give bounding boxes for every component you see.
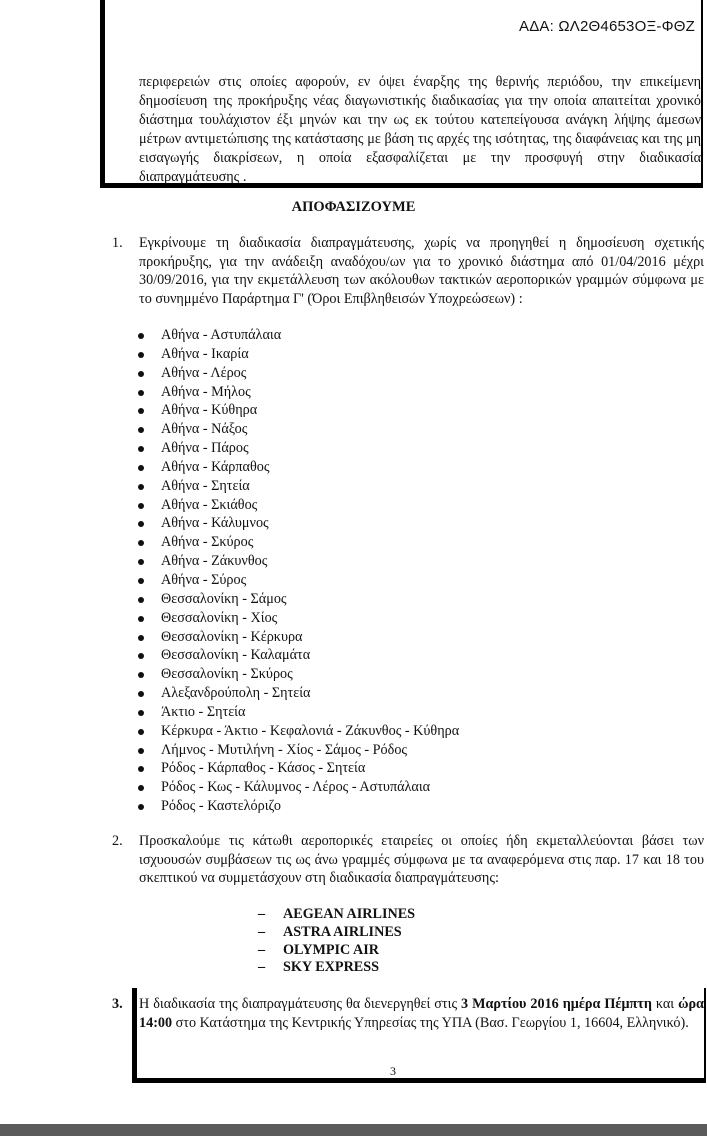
route-label: Αθήνα - Αστυπάλαια: [161, 327, 282, 343]
bullet-icon: [138, 559, 144, 565]
route-item: [134, 326, 459, 345]
route-item: [134, 552, 459, 571]
airline-item: [258, 942, 415, 960]
intro-paragraph: [139, 73, 701, 187]
route-label: Άκτιο - Σητεία: [161, 703, 246, 720]
route-item: [134, 420, 459, 439]
route-item: [134, 439, 459, 458]
route-label: Αθήνα - Κύθηρα: [161, 402, 258, 419]
route-label: Αθήνα - Σκιάθος: [161, 496, 258, 513]
bullet-icon: [138, 578, 144, 584]
bullet-icon: [138, 484, 144, 490]
section-3-time: ώρα 14:00: [139, 996, 704, 1031]
bullet-icon: [138, 804, 144, 810]
bullet-icon: [138, 371, 144, 377]
section-3-text-a: Η διαδικασία της διαπραγμάτευσης θα διενεργηθεί στις: [139, 996, 462, 1012]
route-label: Αθήνα - Μήλος: [161, 383, 251, 400]
airline-item: [258, 906, 415, 924]
route-item: [134, 684, 459, 703]
section-1: [112, 234, 704, 815]
route-item: [134, 646, 459, 665]
bullet-icon: [138, 748, 144, 754]
viewer-bottom-bar: [0, 1124, 707, 1136]
dash-marker: –: [258, 959, 266, 976]
route-label: Αθήνα - Σκύρος: [161, 534, 254, 551]
route-item: [134, 628, 459, 647]
route-label: Αθήνα - Σύρος: [161, 571, 247, 588]
route-item: [134, 383, 459, 402]
route-item: [134, 345, 459, 364]
bullet-icon: [138, 616, 144, 622]
route-item: [134, 590, 459, 609]
route-label: Κέρκυρα - Άκτιο - Κεφαλονιά - Ζάκυνθος - Κύθηρα: [161, 722, 460, 739]
bullet-icon: [138, 503, 144, 509]
route-item: [134, 364, 459, 383]
route-item: [134, 609, 459, 628]
airline-name: ASTRA AIRLINES: [283, 923, 402, 940]
section-1-text: Εγκρίνουμε τη διαδικασία διαπραγμάτευσης, χωρίς να προηγηθεί η δημοσίευση σχετικής προκήρυξης, για την ανάδειξη αναδόχου/ων για το χρονικό διάστημα από 01/04/2016 μέχρι 30/09/2016, για την εκμετάλλευση των ακόλουθων τακτικών αεροπορικών γραμμών σύμφωνα με το συνημμένο Παράρτημα Γ' (Όροι Επιβληθεισών Υποχρεώσεων) :: [139, 235, 704, 307]
airline-name: OLYMPIC AIR: [283, 941, 380, 958]
intro-text: περιφερειών στις οποίες αφορούν, εν όψει έναρξης της θερινής περιόδου, την επικείμενη δημοσίευση της προκήρυξης νέας διαγωνιστικής διαδικασίας για την οποία απαιτείται χρονικό διάστημα τουλάχιστον έξι μηνών και την ως εκ τούτου κατεπείγουσα ανάγκη λήψης άμεσων μέτρων αντιμετώπισης της κατάστασης με βάση τις αρχές της ισότητας, της διαφάνειας και της μη εισαγωγής διακρίσεων, η οποία εξασφαλίζεται με την προσφυγή στην διαδικασία διαπραγμάτευσης .: [139, 74, 701, 185]
section-3-date: 3 Μαρτίου 2016 ημέρα Πέμπτη: [461, 996, 652, 1012]
route-label: Αθήνα - Ικαρία: [161, 345, 249, 362]
route-item: [134, 722, 459, 741]
section-3-text: [139, 995, 704, 1032]
bullet-icon: [138, 352, 144, 358]
bullet-icon: [138, 785, 144, 791]
section-3-text-c: στο Κατάστημα της Κεντρικής Υπηρεσίας της ΥΠΑ (Βασ. Γεωργίου 1, 16604, Ελληνικό).: [172, 1014, 689, 1031]
bullet-icon: [138, 408, 144, 414]
bullet-icon: [138, 390, 144, 396]
routes-list: [134, 326, 459, 816]
bullet-icon: [138, 691, 144, 697]
route-label: Αθήνα - Κάλυμνος: [161, 515, 269, 532]
bullet-icon: [138, 465, 144, 471]
route-item: [134, 778, 459, 797]
route-label: Ρόδος - Καστελόριζο: [161, 798, 281, 815]
route-label: Ρόδος - Κως - Κάλυμνος - Λέρος - Αστυπάλαια: [161, 779, 431, 796]
dash-marker: –: [258, 923, 266, 940]
route-item: [134, 703, 459, 722]
route-item: [134, 571, 459, 590]
route-label: Αθήνα - Νάξος: [161, 421, 248, 438]
bullet-icon: [138, 597, 144, 603]
bullet-icon: [138, 635, 144, 641]
route-label: Αθήνα - Λέρος: [161, 364, 247, 381]
section-2-text: Προσκαλούμε τις κάτωθι αεροπορικές εταιρείες οι οποίες ήδη εκμεταλλεύονται βάσει των ισχυουσών συμβάσεων τις ως άνω γραμμές σύμφωνα με τα αναφερόμενα στις παρ. 17 και 18 του σκεπτικού να συμμετάσχουν στη διαδικασία διαπραγμάτευσης:: [139, 833, 704, 886]
route-label: Θεσσαλονίκη - Καλαμάτα: [161, 647, 311, 664]
route-label: Θεσσαλονίκη - Χίος: [161, 609, 278, 626]
section-1-number: 1.: [112, 235, 123, 251]
route-label: Αθήνα - Ζάκυνθος: [161, 553, 268, 570]
route-item: [134, 759, 459, 778]
bullet-icon: [138, 540, 144, 546]
route-item: [134, 496, 459, 515]
section-3-number: 3.: [112, 996, 123, 1012]
route-label: Λήμνος - Μυτιλήνη - Χίος - Σάμος - Ρόδος: [161, 741, 408, 758]
bullet-icon: [138, 672, 144, 678]
bullet-icon: [138, 729, 144, 735]
airline-name: SKY EXPRESS: [283, 959, 380, 976]
bullet-icon: [138, 766, 144, 772]
route-item: [134, 458, 459, 477]
route-label: Θεσσαλονίκη - Σάμος: [161, 590, 287, 607]
bullet-icon: [138, 446, 144, 452]
section-2-number: 2.: [112, 833, 123, 849]
airline-name: AEGEAN AIRLINES: [283, 906, 416, 922]
bullet-icon: [138, 521, 144, 527]
route-item: [134, 797, 459, 816]
bullet-icon: [138, 427, 144, 433]
ada-code: ΑΔΑ: ΩΛ2Θ4653ΟΞ-ΦΘΖ: [519, 18, 695, 35]
route-label: Ρόδος - Κάρπαθος - Κάσος - Σητεία: [161, 760, 366, 777]
bullet-icon: [138, 710, 144, 716]
route-label: Θεσσαλονίκη - Σκύρος: [161, 666, 293, 683]
route-label: Αλεξανδρούπολη - Σητεία: [161, 685, 311, 702]
route-item: [134, 741, 459, 760]
bullet-icon: [138, 333, 144, 339]
dash-marker: –: [258, 906, 266, 922]
route-label: Αθήνα - Πάρος: [161, 440, 249, 457]
dash-marker: –: [258, 941, 266, 958]
section-3-text-b: και: [651, 996, 679, 1012]
decision-heading: ΑΠΟΦΑΣΙΖΟΥΜΕ: [291, 199, 416, 215]
route-item: [134, 477, 459, 496]
route-item: [134, 533, 459, 552]
route-label: Αθήνα - Σητεία: [161, 477, 250, 494]
bullet-icon: [138, 653, 144, 659]
route-item: [134, 665, 459, 684]
airline-item: [258, 959, 415, 977]
section-3: [112, 995, 704, 1032]
route-item: [134, 514, 459, 533]
airlines-list: [258, 906, 415, 977]
airline-item: [258, 924, 415, 942]
route-label: Θεσσαλονίκη - Κέρκυρα: [161, 628, 303, 645]
section-2: [112, 832, 704, 888]
route-label: Αθήνα - Κάρπαθος: [161, 458, 270, 475]
page-number: 3: [390, 1064, 396, 1078]
route-item: [134, 401, 459, 420]
